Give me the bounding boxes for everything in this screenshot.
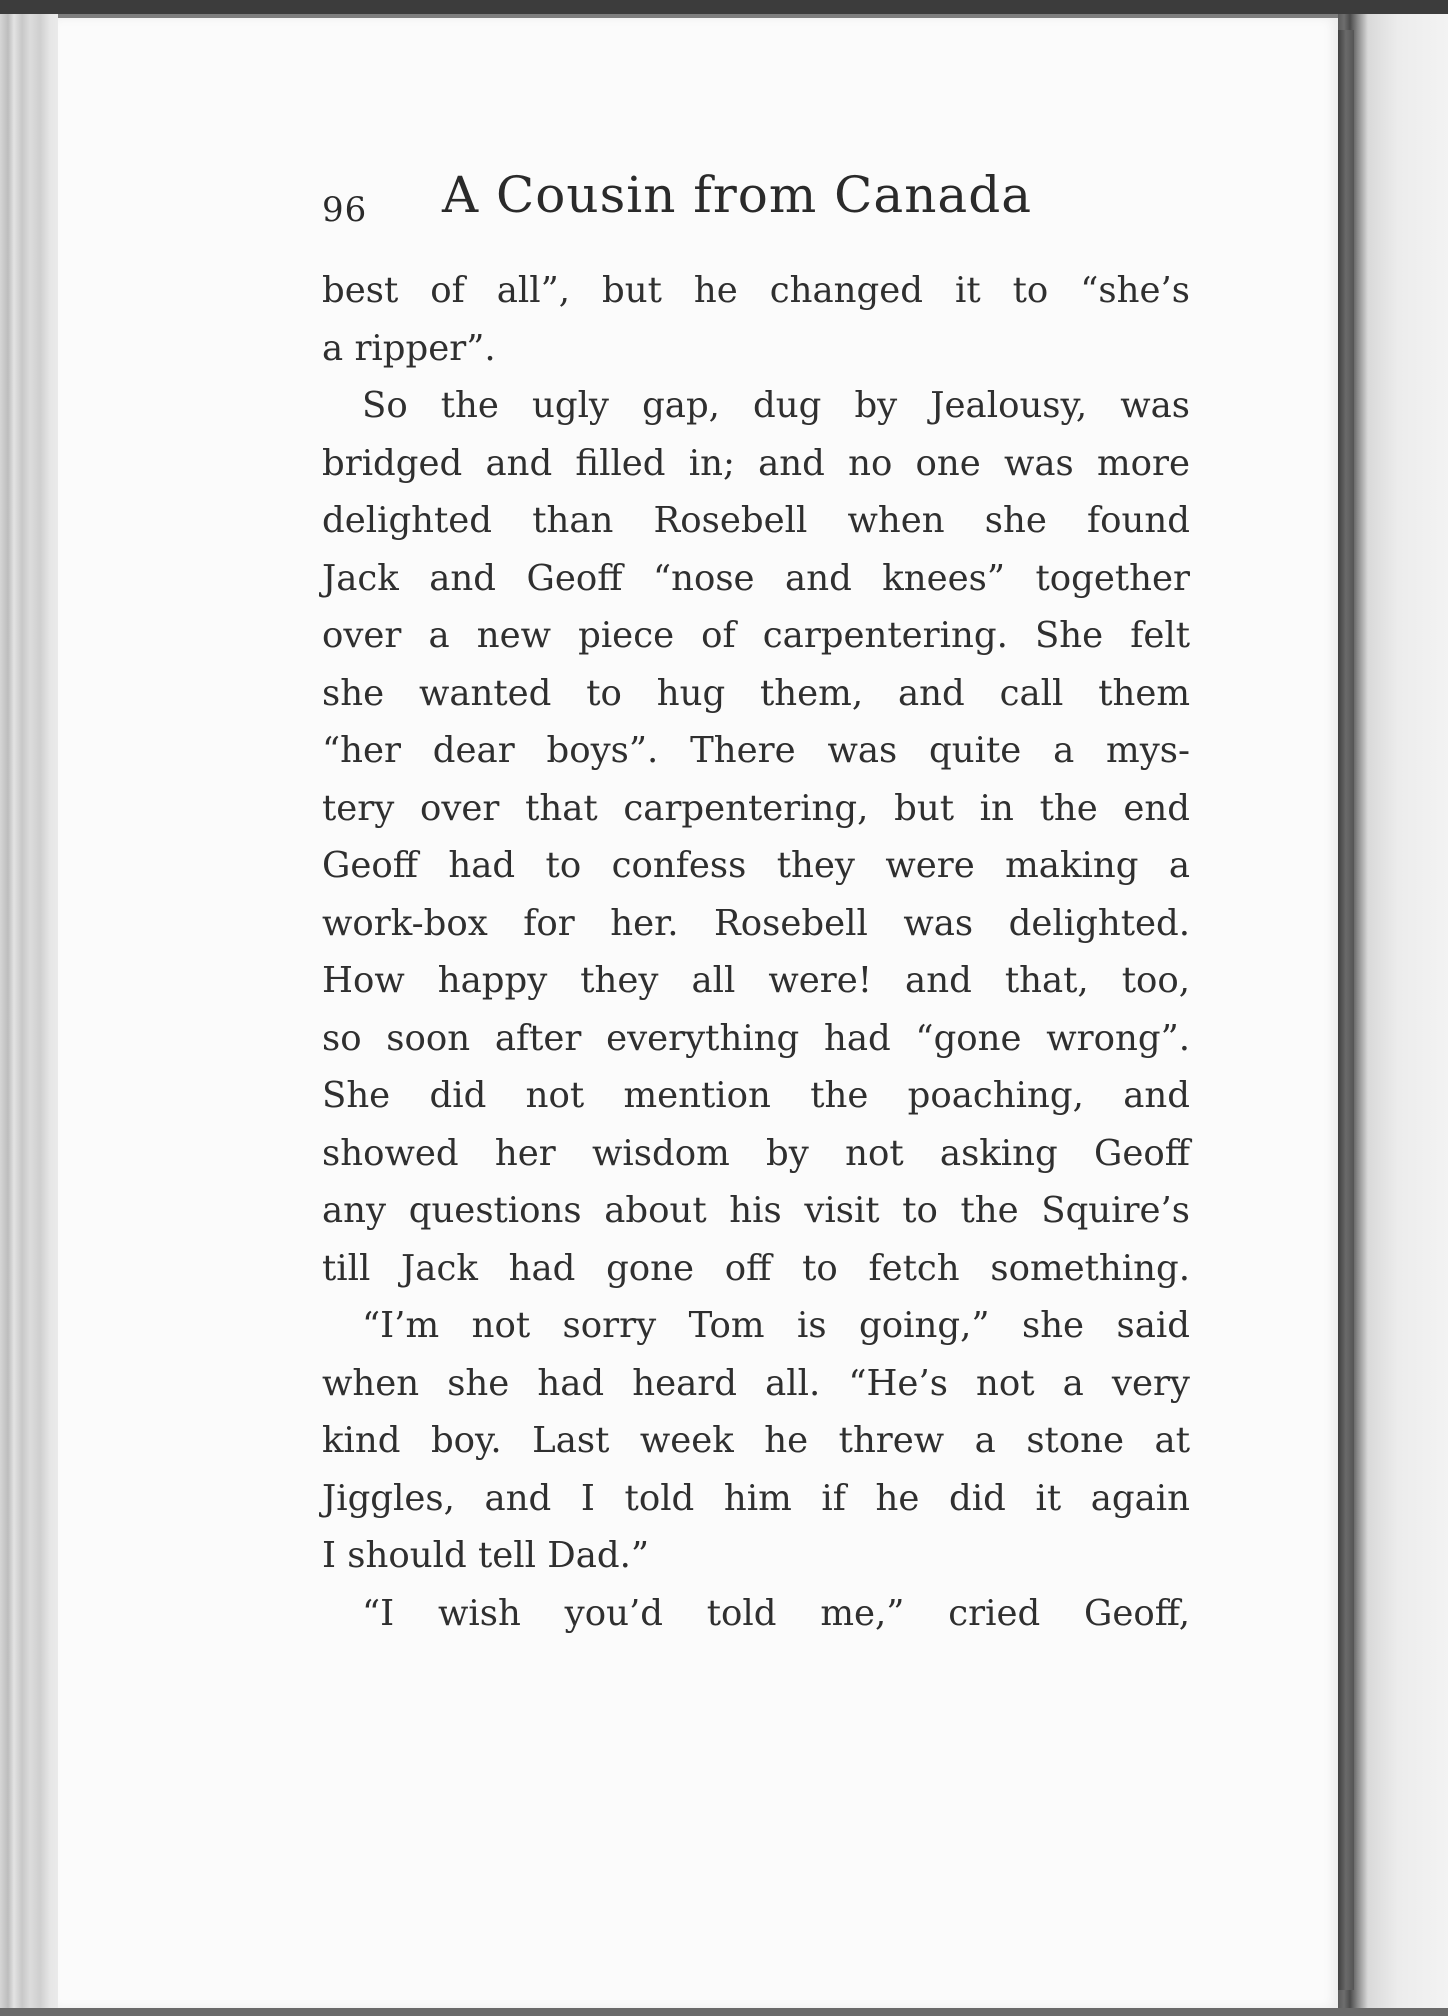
right-page-edge xyxy=(1338,14,1448,2008)
text-line: any questions about his visit to the Squire’s xyxy=(322,1190,1190,1231)
running-title: A Cousin from Canada xyxy=(442,166,1033,224)
text-line: best of all”, but he changed it to “she’s xyxy=(322,270,1190,311)
text-line: bridged and filled in; and no one was more xyxy=(322,442,1190,484)
left-page-edges xyxy=(0,14,58,2008)
text-line: delighted than Rosebell when she found xyxy=(322,500,1190,541)
text-line: tery over that carpentering, but in the end xyxy=(322,787,1190,829)
book-gutter-shadow xyxy=(1338,30,1354,1990)
text-line: Geoff had to confess they were making a xyxy=(322,845,1190,886)
page-number: 96 xyxy=(322,190,368,230)
text-line: “her dear boys”. There was quite a mys- xyxy=(322,730,1190,771)
text-line: she wanted to hug them, and call them xyxy=(322,672,1190,714)
text-line: kind boy. Last week he threw a stone at xyxy=(322,1420,1190,1461)
text-line: So the ugly gap, dug by Jealousy, was xyxy=(362,385,1190,426)
scanner-bottom-border xyxy=(0,2008,1448,2016)
text-line: a ripper”. xyxy=(322,327,496,369)
text-line: I should tell Dad.” xyxy=(322,1535,650,1576)
text-line: Jack and Geoff “nose and knees” together xyxy=(322,557,1190,599)
text-line: work-box for her. Rosebell was delighted. xyxy=(322,902,1190,944)
text-line: so soon after everything had “gone wrong”. xyxy=(322,1017,1190,1059)
text-line: “I wish you’d told me,” cried Geoff, xyxy=(362,1592,1190,1634)
scanner-top-border xyxy=(0,0,1448,14)
text-line: till Jack had gone off to fetch something. xyxy=(322,1247,1190,1289)
text-line: She did not mention the poaching, and xyxy=(322,1075,1190,1116)
text-line: Jiggles, and I told him if he did it again xyxy=(322,1477,1190,1519)
text-line: How happy they all were! and that, too, xyxy=(322,960,1190,1001)
text-line: over a new piece of carpentering. She felt xyxy=(322,615,1190,656)
body-text xyxy=(322,262,1190,1642)
text-line: when she had heard all. “He’s not a very xyxy=(322,1362,1190,1404)
running-head xyxy=(322,166,1222,238)
text-line: showed her wisdom by not asking Geoff xyxy=(322,1132,1190,1174)
text-line: “I’m not sorry Tom is going,” she said xyxy=(362,1305,1190,1346)
